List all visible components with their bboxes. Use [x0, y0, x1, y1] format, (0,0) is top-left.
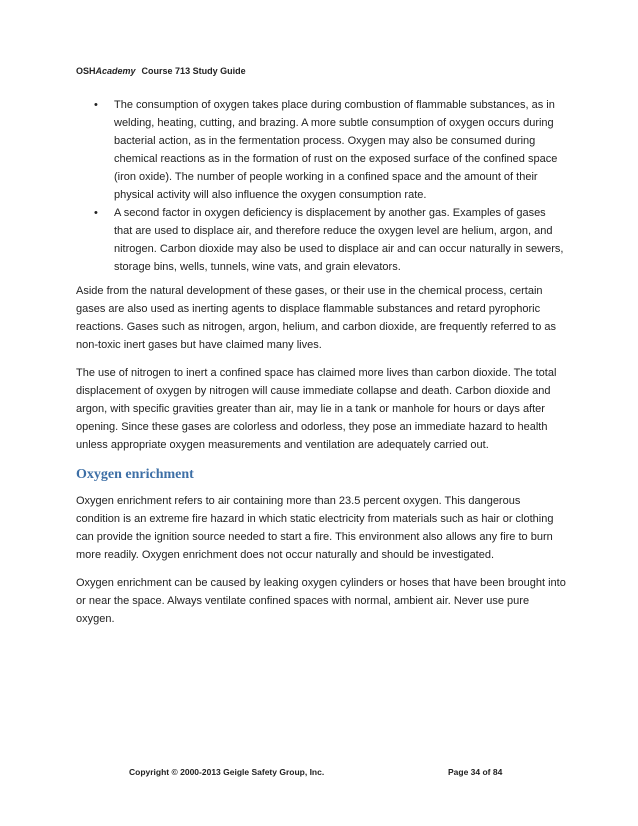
bullet-list [76, 96, 566, 276]
paragraph: Oxygen enrichment can be caused by leaking oxygen cylinders or hoses that have been brought into or near the space. Always ventilate confined spaces with normal, ambient air. Never use pure oxygen. [76, 577, 566, 625]
course-title: Course 713 Study Guide [141, 66, 246, 76]
bullet-icon: • [94, 207, 98, 219]
page-footer [129, 767, 509, 777]
section-heading: Oxygen enrichment [76, 467, 194, 482]
list-item [76, 96, 566, 204]
bullet-text: A second factor in oxygen deficiency is displacement by another gas. Examples of gases that are used to displace air, and therefore reduce the oxygen level are helium, argon, and nitrogen. Carbon dioxide may also be used to displace air and can occur naturally in sewers, storage bins, wells, tunnels, wine vats, and grain elevators. [114, 207, 564, 273]
paragraph: The use of nitrogen to inert a confined space has claimed more lives than carbon dioxide. The total displacement of oxygen by nitrogen will cause immediate collapse and death. Carbon dioxide and argon, with specific gravities greater than air, may lie in a tank or manhole for hours or days after opening. Since these gases are colorless and odorless, they pose an immediate hazard to health unless appropriate oxygen measurements and ventilation are adequately carried out. [76, 367, 557, 451]
list-item [76, 204, 566, 276]
paragraph: Aside from the natural development of these gases, or their use in the chemical process, certain gases are also used as inerting agents to displace flammable substances and retard pyrophoric reactions. Gases such as nitrogen, argon, helium, and carbon dioxide, are frequently referred to as non-toxic inert gases but have claimed many lives. [76, 285, 556, 351]
brand-suffix: Academy [95, 66, 136, 76]
bullet-text: The consumption of oxygen takes place during combustion of flammable substances, as in welding, heating, cutting, and brazing. A more subtle consumption of oxygen occurs during bacterial action, as in the fermentation process. Oxygen may also be consumed during chemical reactions as in the formation of rust on the exposed surface of the confined space (iron oxide). The number of people working in a confined space and the amount of their physical activity will also influence the oxygen consumption rate. [114, 99, 558, 201]
page-header [76, 66, 246, 76]
page-body [76, 96, 566, 638]
bullet-icon: • [94, 99, 98, 111]
copyright-text: Copyright © 2000-2013 Geigle Safety Group, Inc. [129, 767, 325, 777]
paragraph: Oxygen enrichment refers to air containing more than 23.5 percent oxygen. This dangerous condition is an extreme fire hazard in which static electricity from materials such as hair or clothing can provide the ignition source needed to start a fire. This environment also allows any fire to burn more readily. Oxygen enrichment does not occur naturally and should be investigated. [76, 495, 554, 561]
brand-prefix: OSH [76, 66, 96, 76]
page-number: Page 34 of 84 [448, 767, 503, 777]
